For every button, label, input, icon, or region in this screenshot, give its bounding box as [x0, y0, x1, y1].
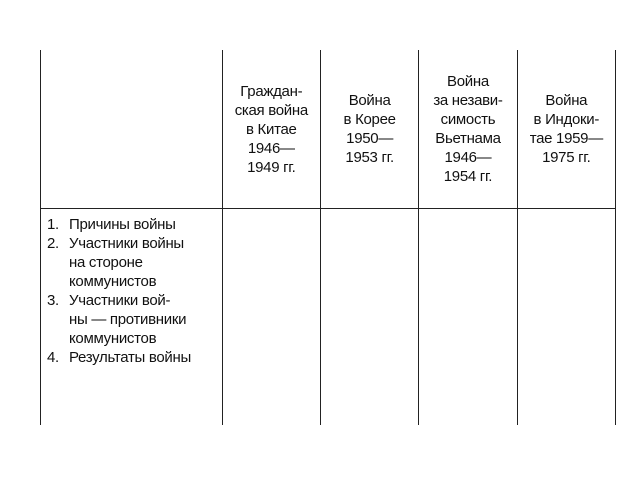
criteria-item	[47, 348, 220, 367]
criteria-text: Причины войны	[69, 216, 176, 233]
header-label: Война за незави- симость Вьетнама 1946— 1954 гг.	[433, 73, 503, 185]
comparison-table-container	[40, 50, 616, 425]
criteria-number: 4.	[47, 349, 59, 366]
header-label: Война в Индоки- тае 1959— 1975 гг.	[529, 92, 603, 166]
criteria-number: 3.	[47, 292, 59, 309]
answer-cell-indochina[interactable]	[517, 209, 615, 426]
header-label: Война в Корее 1950— 1953 гг.	[343, 92, 396, 166]
criteria-number: 2.	[47, 235, 59, 252]
header-empty-cell	[41, 50, 223, 209]
header-indochina-war	[517, 50, 615, 209]
table-header-row	[41, 50, 616, 209]
criteria-item	[47, 291, 220, 348]
criteria-list	[41, 209, 222, 367]
answer-cell-korea[interactable]	[320, 209, 418, 426]
criteria-item	[47, 234, 220, 291]
header-china-civil-war	[222, 50, 320, 209]
answer-cell-china[interactable]	[222, 209, 320, 426]
table-body-row	[41, 209, 616, 426]
criteria-text: Участники вой- ны — противники коммунистов	[69, 292, 187, 347]
criteria-cell	[41, 209, 223, 426]
wars-comparison-table	[40, 50, 616, 425]
header-vietnam-independence-war	[419, 50, 517, 209]
header-label: Граждан- ская война в Китае 1946— 1949 гг.	[234, 82, 308, 176]
criteria-number: 1.	[47, 216, 59, 233]
criteria-item	[47, 215, 220, 234]
answer-cell-vietnam[interactable]	[419, 209, 517, 426]
header-korean-war	[320, 50, 418, 209]
criteria-text: Результаты войны	[69, 349, 191, 366]
criteria-text: Участники войны на стороне коммунистов	[69, 235, 184, 290]
